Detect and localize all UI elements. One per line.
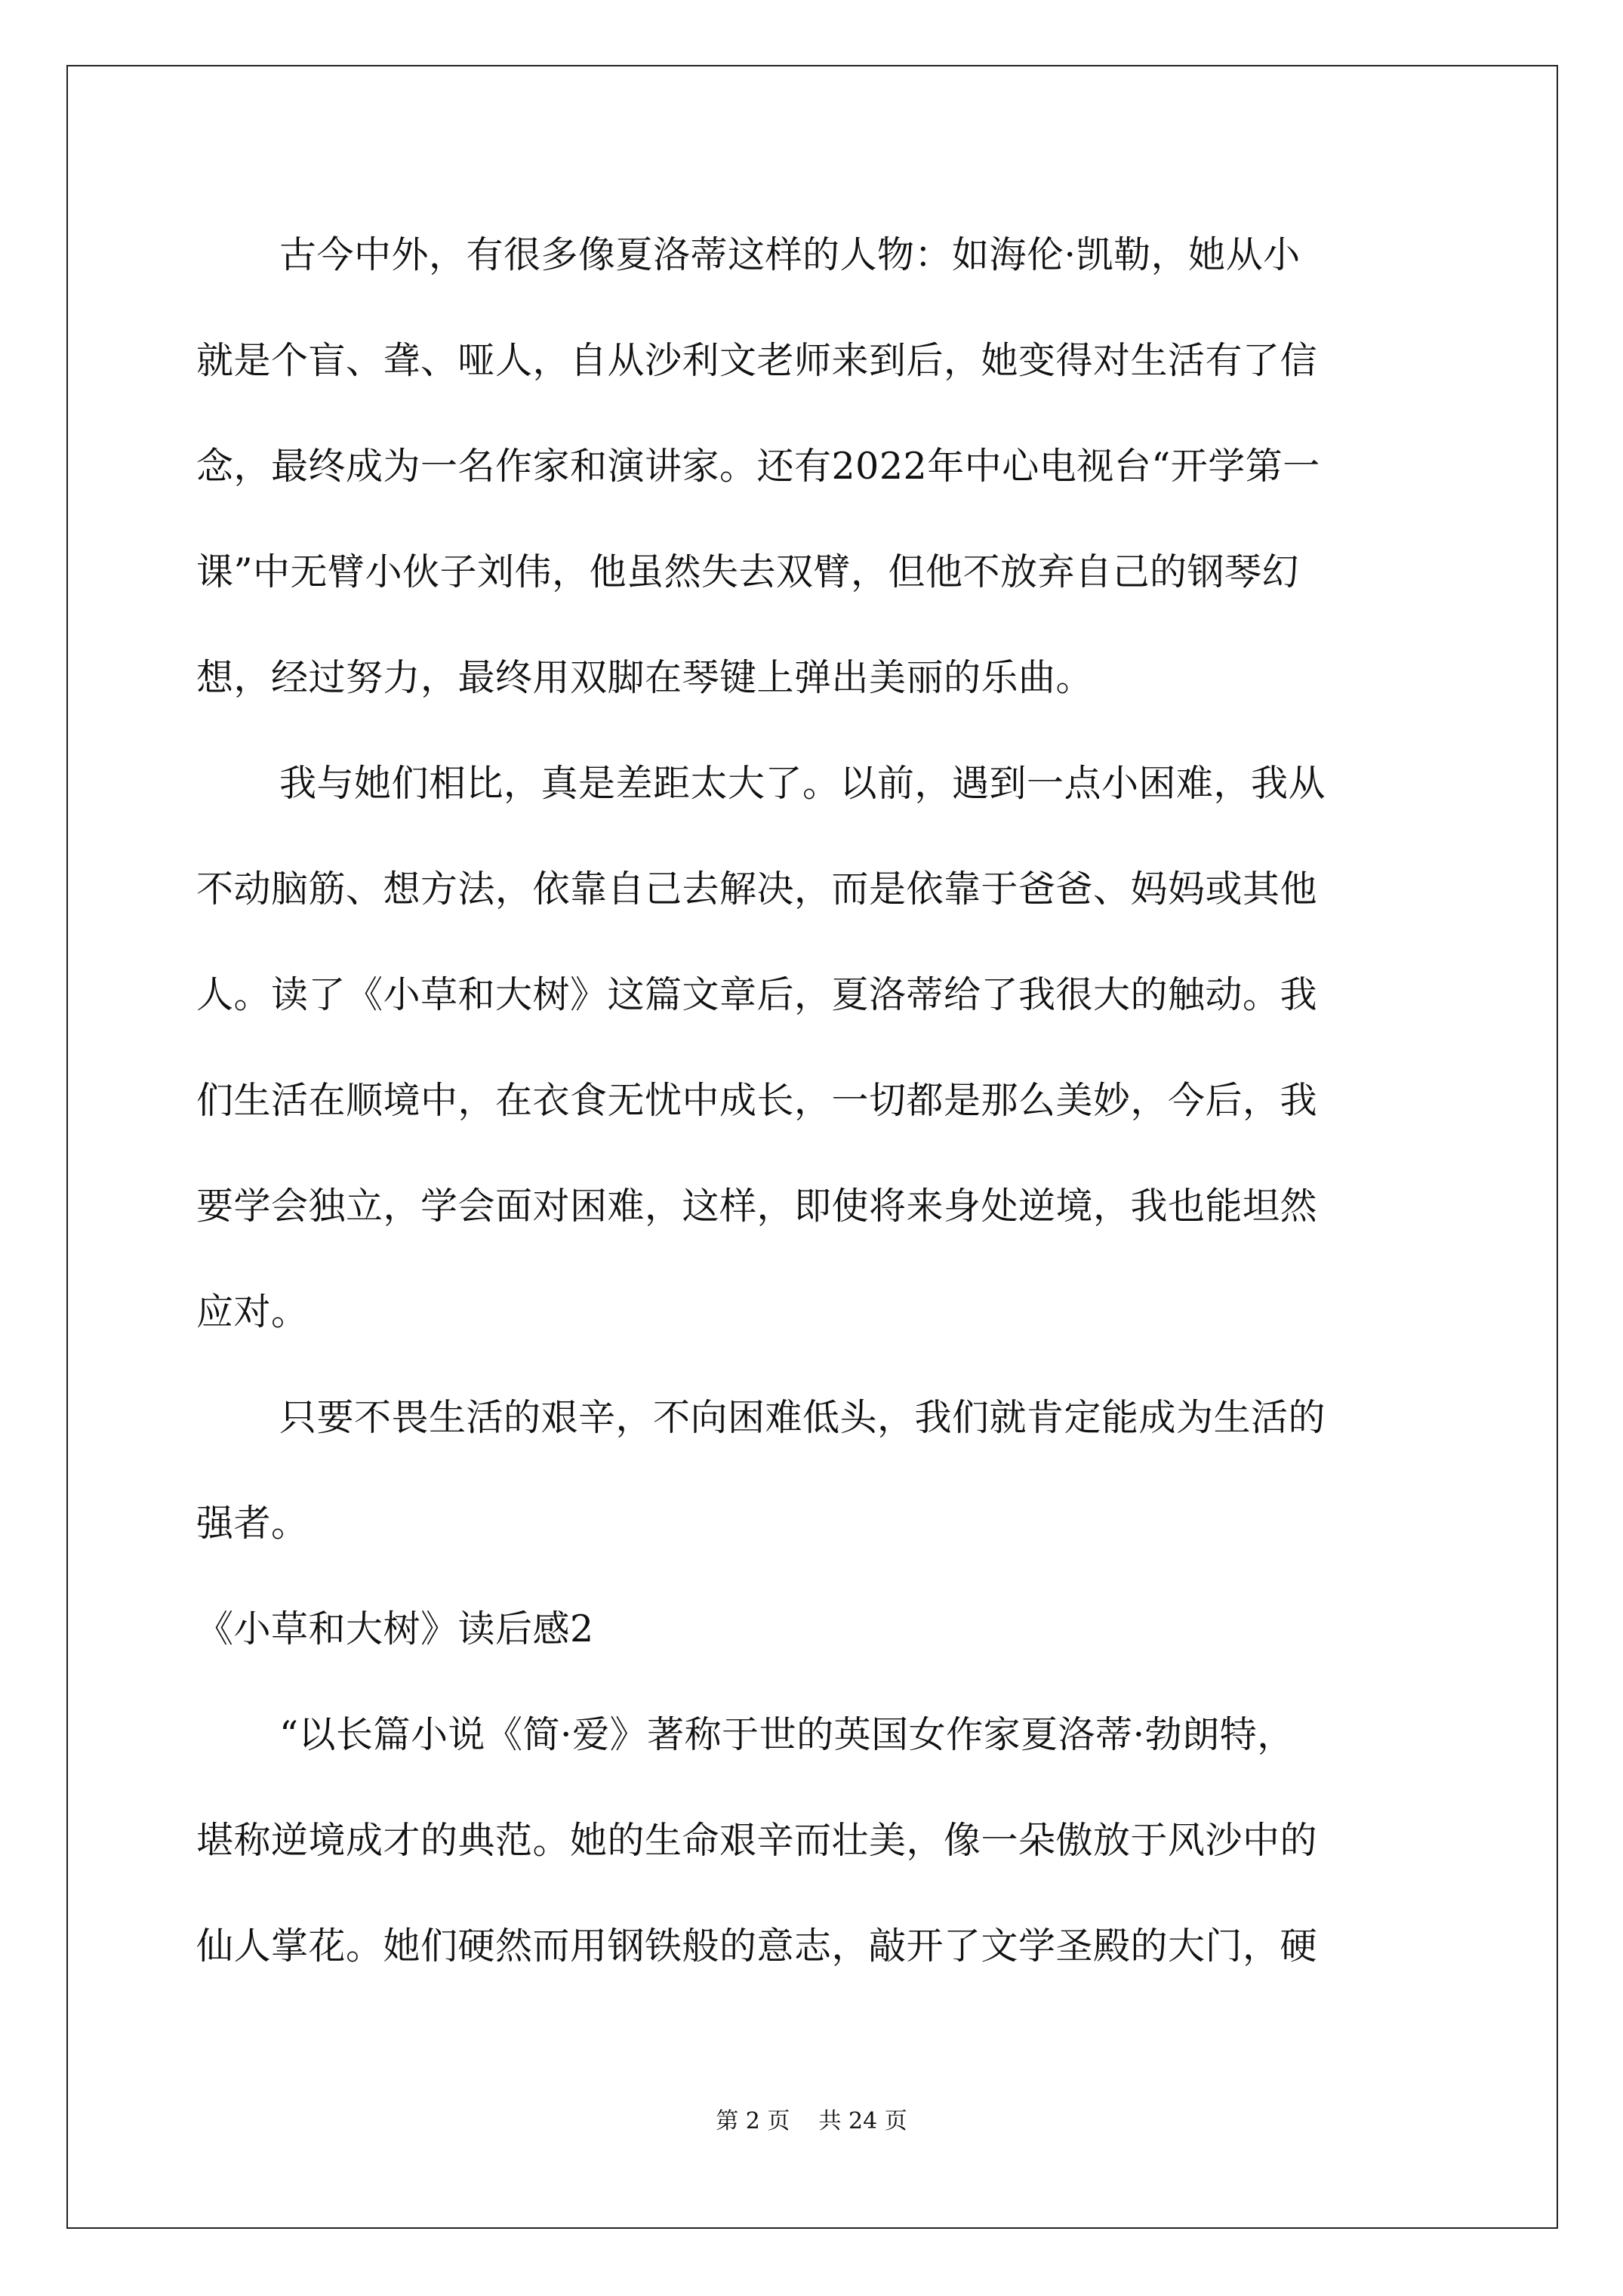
page-footer: 第 2 页 共 24 页 (716, 2108, 907, 2134)
text-line: “以长篇小说《简·爱》著称于世的英国女作家夏洛蒂·勃朗特， (279, 1713, 1295, 1756)
text-line: 念，最终成为一名作家和演讲家。还有2022年中心电视台“开学第一 (196, 445, 1320, 488)
text-line: 只要不畏生活的艰辛，不向困难低头，我们就肯定能成为生活的 (279, 1396, 1326, 1439)
text-line: 就是个盲、聋、哑人，自从沙利文老师来到后，她变得对生活有了信 (196, 339, 1318, 382)
text-line: 人。读了《小草和大树》这篇文章后，夏洛蒂给了我很大的触动。我 (196, 973, 1318, 1016)
text-line: 堪称逆境成才的典范。她的生命艰辛而壮美，像一朵傲放于风沙中的 (196, 1819, 1318, 1862)
text-line: 应对。 (196, 1290, 309, 1333)
text-line: 仙人掌花。她们硬然而用钢铁般的意志，敲开了文学圣殿的大门，硬 (196, 1925, 1318, 1968)
text-line: 要学会独立，学会面对困难，这样，即使将来身处逆境，我也能坦然 (196, 1185, 1318, 1228)
text-line: 课”中无臂小伙子刘伟，他虽然失去双臂，但他不放弃自己的钢琴幻 (196, 550, 1300, 593)
text-line: 强者。 (196, 1502, 309, 1545)
page-border (66, 65, 1558, 2229)
section-heading: 《小草和大树》读后感2 (196, 1607, 594, 1650)
text-line: 我与她们相比，真是差距太大了。以前，遇到一点小困难，我从 (279, 762, 1326, 805)
text-line: 们生活在顺境中，在衣食无忧中成长，一切都是那么美妙，今后，我 (196, 1079, 1318, 1122)
text-line: 不动脑筋、想方法，依靠自己去解决，而是依靠于爸爸、妈妈或其他 (196, 868, 1318, 911)
text-line: 想，经过努力，最终用双脚在琴键上弹出美丽的乐曲。 (196, 656, 1094, 699)
text-line: 古今中外，有很多像夏洛蒂这样的人物：如海伦·凯勒，她从小 (279, 233, 1301, 276)
